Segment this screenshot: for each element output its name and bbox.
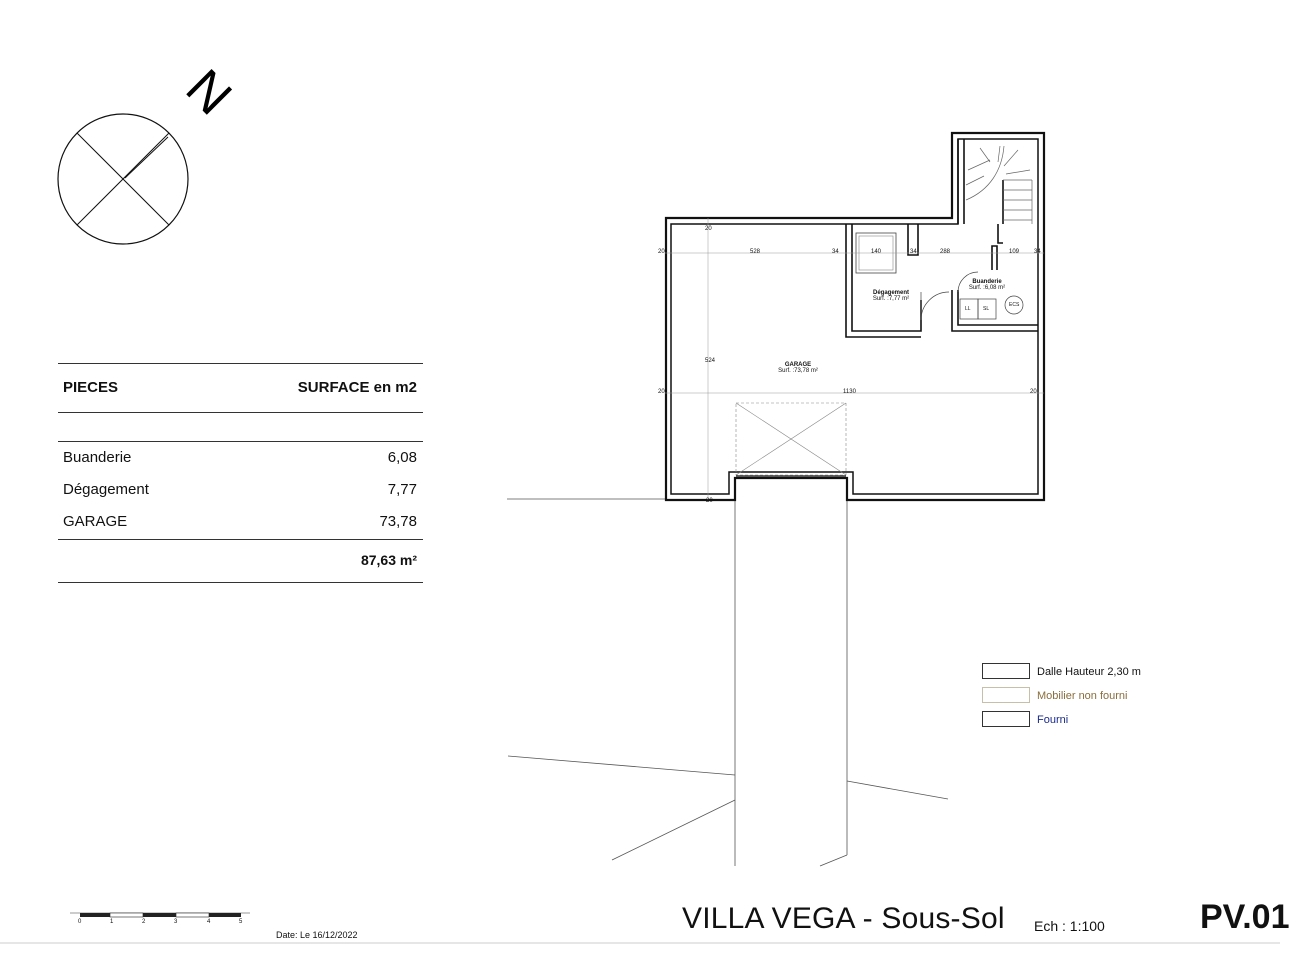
table-header-room: PIECES bbox=[63, 379, 119, 396]
sheet-code: PV.01 bbox=[1200, 898, 1290, 936]
compass-rose bbox=[58, 59, 242, 244]
dim-label: 524 bbox=[705, 358, 716, 364]
table-rule bbox=[58, 582, 423, 583]
dim-label: 20 bbox=[658, 389, 665, 395]
garage-door-area bbox=[736, 403, 846, 476]
legend-swatch-supplied bbox=[982, 711, 1030, 727]
legend-swatch-furniture bbox=[982, 687, 1030, 703]
dimension-lines bbox=[665, 218, 1044, 500]
dim-label: 140 bbox=[871, 249, 882, 255]
legend-swatch-slab bbox=[982, 663, 1030, 679]
drawing-date: Date: Le 16/12/2022 bbox=[276, 930, 358, 940]
scale-tick: 4 bbox=[207, 919, 211, 925]
scale-tick: 0 bbox=[78, 919, 82, 925]
table-header-surface: SURFACE en m2 bbox=[297, 379, 417, 396]
dim-label: 288 bbox=[940, 249, 951, 255]
fixture-ll-label: LL bbox=[965, 306, 971, 312]
room-surface: Surf. :6,08 m² bbox=[968, 285, 1006, 291]
dim-label: 20 bbox=[705, 226, 712, 232]
table-total: 87,63 m² bbox=[360, 552, 417, 568]
dim-label: 1130 bbox=[843, 389, 856, 395]
scale-tick: 3 bbox=[174, 919, 178, 925]
outer-walls bbox=[666, 133, 1044, 500]
compass-north-label: N bbox=[174, 58, 243, 127]
table-row-name: Dégagement bbox=[63, 481, 149, 498]
legend-label-slab: Dalle Hauteur 2,30 m bbox=[1037, 666, 1141, 678]
room-name: Buanderie bbox=[972, 279, 1002, 285]
table-row-surface: 6,08 bbox=[387, 449, 417, 466]
table-rule bbox=[58, 539, 423, 540]
dim-label: 34 bbox=[910, 249, 917, 255]
scale-label: Ech : 1:100 bbox=[1034, 918, 1105, 934]
stairs bbox=[966, 146, 1032, 224]
scale-tick: 5 bbox=[239, 919, 243, 925]
legend-label-furniture: Mobilier non fourni bbox=[1037, 690, 1128, 702]
room-label-buanderie bbox=[958, 279, 1016, 291]
dim-label: 20 bbox=[658, 249, 665, 255]
table-row-surface: 7,77 bbox=[387, 481, 417, 498]
fixture-ecs-label: ECS bbox=[1009, 302, 1020, 308]
dim-label: 34 bbox=[832, 249, 839, 255]
fixture-sl-label: SL bbox=[983, 306, 990, 312]
room-name: GARAGE bbox=[784, 362, 812, 368]
dim-label: 20 bbox=[706, 498, 713, 504]
dim-label: 20 bbox=[1030, 389, 1037, 395]
table-row-name: Buanderie bbox=[63, 449, 132, 466]
room-label-garage bbox=[768, 362, 828, 374]
table-rule bbox=[58, 363, 423, 364]
dim-label: 109 bbox=[1009, 249, 1020, 255]
dim-label: 34 bbox=[1034, 249, 1041, 255]
room-name: Dégagement bbox=[872, 290, 909, 296]
scale-tick: 2 bbox=[142, 919, 146, 925]
drawing-title: VILLA VEGA - Sous-Sol bbox=[682, 902, 1005, 935]
table-row-name: GARAGE bbox=[63, 513, 128, 530]
legend-label-supplied: Fourni bbox=[1037, 714, 1069, 726]
table-row-surface: 73,78 bbox=[379, 513, 417, 530]
table-rule bbox=[58, 412, 423, 413]
table-rule bbox=[58, 441, 423, 442]
room-surface: Surf. :73,78 m² bbox=[778, 368, 818, 374]
room-label-degagement bbox=[862, 290, 920, 302]
scale-tick: 1 bbox=[110, 919, 114, 925]
room-surface: Surf. :7,77 m² bbox=[872, 296, 910, 302]
dim-label: 528 bbox=[750, 249, 761, 255]
site-lines bbox=[507, 499, 948, 866]
